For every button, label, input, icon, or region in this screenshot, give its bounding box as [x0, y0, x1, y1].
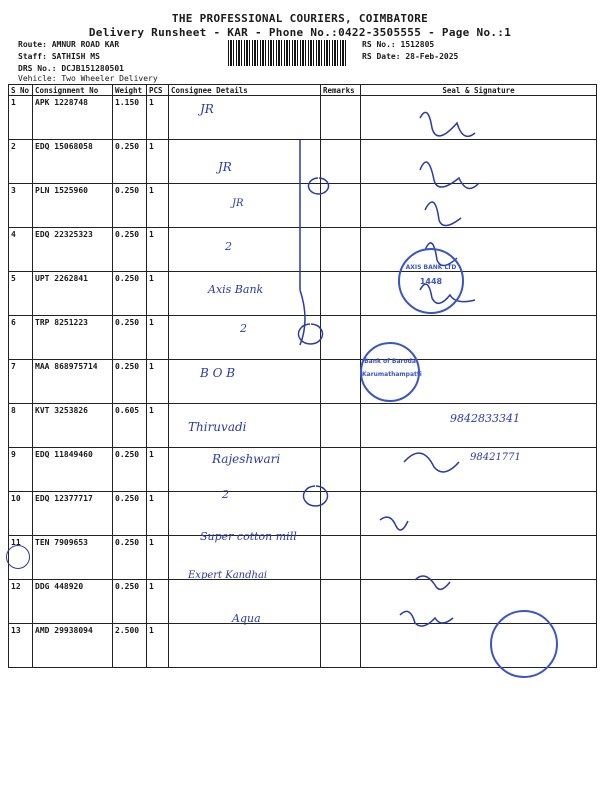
consignee-handwriting-11: Super cotton mill — [200, 530, 297, 543]
col-header-weight: Weight — [113, 85, 147, 96]
cell-sno: 7 — [9, 360, 33, 404]
cell-sno: 9 — [9, 448, 33, 492]
bob-stamp-name: Bank of Baroda — [364, 358, 416, 365]
col-header-sno: S No — [9, 85, 33, 96]
cell-weight: 0.250 — [113, 140, 147, 184]
cell-weight: 0.250 — [113, 228, 147, 272]
cell-weight: 0.250 — [113, 360, 147, 404]
rs-date: RS Date: 28-Feb-2025 — [362, 52, 459, 61]
cell-consignment: AMD 29938094 — [33, 624, 113, 668]
cell-weight: 0.250 — [113, 184, 147, 228]
cell-weight: 0.605 — [113, 404, 147, 448]
cell-consignment: EDQ 15068058 — [33, 140, 113, 184]
vehicle-label: Vehicle: Two Wheeler Delivery — [18, 74, 158, 83]
cell-weight: 0.250 — [113, 316, 147, 360]
cell-pcs: 1 — [147, 272, 169, 316]
cell-weight: 0.250 — [113, 536, 147, 580]
consignee-handwriting-10: 2 — [222, 488, 229, 501]
cell-sno: 1 — [9, 96, 33, 140]
col-header-signature: Seal & Signature — [361, 85, 597, 96]
circle-scribble-10 — [304, 486, 328, 506]
bank-of-baroda-stamp — [360, 342, 420, 402]
document-title: THE PROFESSIONAL COURIERS, COIMBATORE — [171, 12, 429, 25]
consignee-handwriting-5: Axis Bank — [208, 283, 264, 296]
col-header-remarks: Remarks — [321, 85, 361, 96]
cell-sno: 3 — [9, 184, 33, 228]
signature-phone-10: 98421771 — [470, 452, 521, 463]
cell-pcs: 1 — [147, 624, 169, 668]
cell-pcs: 1 — [147, 536, 169, 580]
consignee-handwriting-6: 2 — [240, 322, 247, 335]
bob-stamp-branch: Karumathampatti — [362, 371, 422, 378]
staff-label: Staff: SATHISH MS — [18, 52, 100, 61]
cell-pcs: 1 — [147, 228, 169, 272]
signature-1 — [420, 112, 475, 136]
col-header-consignment: Consignment No — [33, 85, 113, 96]
cell-pcs: 1 — [147, 360, 169, 404]
signature-phone-8: 9842833341 — [450, 412, 520, 425]
cell-weight: 0.250 — [113, 448, 147, 492]
col-header-pcs: PCS — [147, 85, 169, 96]
cell-sno: 6 — [9, 316, 33, 360]
cell-consignment: TRP 8251223 — [33, 316, 113, 360]
consignee-handwriting-13: Aqua — [232, 612, 261, 625]
cell-consignment: DDG 448920 — [33, 580, 113, 624]
cell-pcs: 1 — [147, 96, 169, 140]
consignee-handwriting-3: JR — [232, 198, 244, 209]
bracket-line — [300, 140, 305, 345]
signature-3 — [425, 202, 461, 226]
cell-pcs: 1 — [147, 316, 169, 360]
cell-consignment: MAA 868975714 — [33, 360, 113, 404]
cell-consignment: TEN 7909653 — [33, 536, 113, 580]
cell-pcs: 1 — [147, 184, 169, 228]
axis-bank-stamp — [398, 248, 464, 314]
consignee-handwriting-2: JR — [218, 160, 232, 174]
cell-sno: 11 — [9, 536, 33, 580]
cell-sno: 13 — [9, 624, 33, 668]
consignee-handwriting-7: B O B — [200, 366, 236, 380]
consignee-handwriting-4: 2 — [225, 240, 232, 253]
signature-2 — [420, 162, 479, 188]
signature-12 — [415, 576, 450, 589]
consignee-handwriting-1: JR — [200, 102, 214, 116]
circle-scribble-2 — [309, 178, 329, 194]
signature-11 — [380, 517, 408, 530]
signature-13 — [400, 611, 453, 626]
consignee-handwriting-8: Thiruvadi — [188, 420, 247, 434]
consignee-handwriting-9: Rajeshwari — [212, 452, 281, 466]
drs-label: DRS No.: DCJB151280501 — [18, 64, 124, 73]
cell-sno: 12 — [9, 580, 33, 624]
axis-stamp-name: AXIS BANK LTD — [405, 264, 457, 271]
cell-pcs: 1 — [147, 140, 169, 184]
cell-consignment: EDQ 11849460 — [33, 448, 113, 492]
cell-weight: 0.250 — [113, 580, 147, 624]
signature-9 — [404, 453, 459, 472]
consignee-handwriting-12: Expert Kandhai — [188, 570, 268, 581]
cell-consignment: EDQ 12377717 — [33, 492, 113, 536]
route-label: Route: AMNUR ROAD KAR — [18, 40, 120, 49]
circle-scribble-6 — [299, 324, 323, 344]
document-subtitle: Delivery Runsheet - KAR - Phone No.:0422-3505555 - Page No.:1 — [88, 26, 512, 39]
cell-consignment: PLN 1525960 — [33, 184, 113, 228]
cell-pcs: 1 — [147, 492, 169, 536]
axis-stamp-number: 1448 — [419, 277, 443, 286]
cell-weight: 1.150 — [113, 96, 147, 140]
cell-sno: 10 — [9, 492, 33, 536]
cell-consignment: EDQ 22325323 — [33, 228, 113, 272]
cell-sno: 5 — [9, 272, 33, 316]
cell-consignment: KVT 3253826 — [33, 404, 113, 448]
round-seal-stamp — [490, 610, 558, 678]
cell-pcs: 1 — [147, 404, 169, 448]
col-header-consignee: Consignee Details — [169, 85, 321, 96]
cell-sno: 4 — [9, 228, 33, 272]
rs-number: RS No.: 1512805 — [362, 40, 435, 49]
cell-consignment: APK 1228748 — [33, 96, 113, 140]
cell-consignment: UPT 2262841 — [33, 272, 113, 316]
cell-weight: 0.250 — [113, 272, 147, 316]
cell-sno: 8 — [9, 404, 33, 448]
cell-pcs: 1 — [147, 580, 169, 624]
cell-pcs: 1 — [147, 448, 169, 492]
cell-weight: 0.250 — [113, 492, 147, 536]
cell-sno: 2 — [9, 140, 33, 184]
cell-weight: 2.500 — [113, 624, 147, 668]
